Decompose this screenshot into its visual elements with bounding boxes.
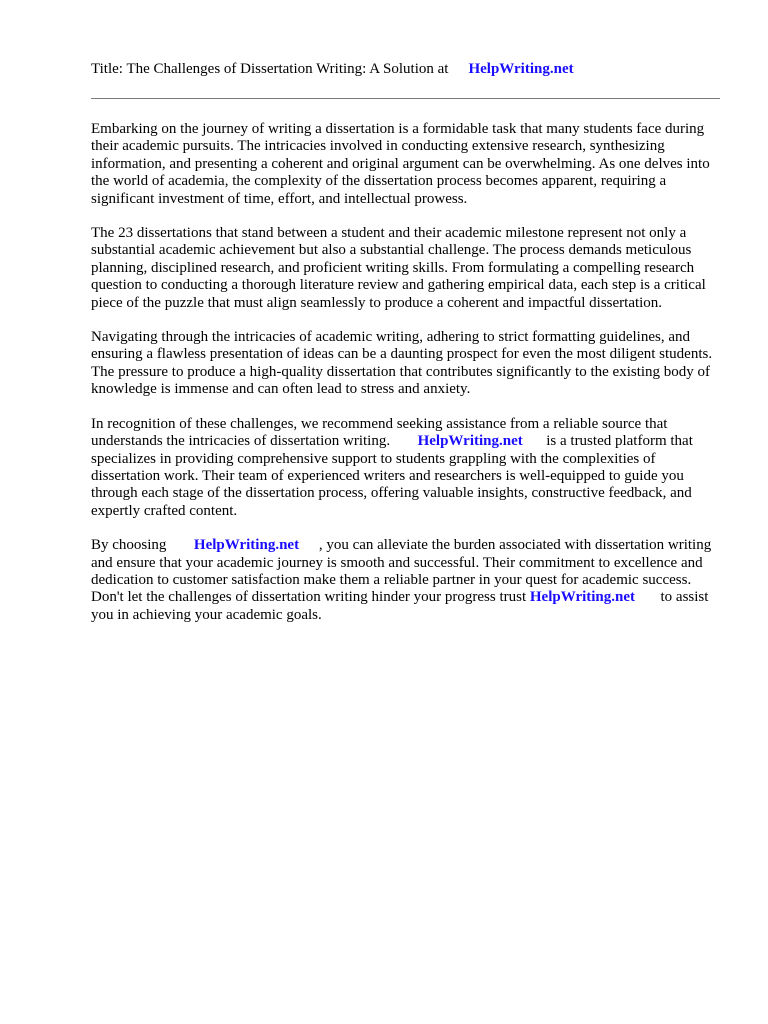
title-text: Title: The Challenges of Dissertation Writing: A Solution at: [91, 61, 449, 77]
document-page: [91, 58, 721, 624]
paragraph-4-text-before: In recognition of these challenges, we recommend seeking assistance from a reliable source that understands the intricacies of dissertation writing.: [91, 415, 668, 450]
paragraph-5: [91, 537, 721, 624]
paragraph-5-link-helpwriting[interactable]: HelpWriting.net: [193, 537, 300, 554]
paragraph-2: The 23 dissertations that stand between a student and their academic milestone represent not only a substantial academic achievement but also a substantial challenge. The process demands meticulous planning, disciplined research, and proficient writing skills. From formulating a compelling research question to conducting a thorough literature review and gathering empirical data, each step is a critical piece of the puzzle that must align seamlessly to produce a coherent and impactful dissertation.: [91, 225, 706, 311]
paragraph-5-text-after: to assist you in achieving your academic goals.: [91, 589, 709, 623]
paragraph-4: [91, 416, 721, 520]
title-link-helpwriting[interactable]: HelpWriting.net: [468, 61, 574, 77]
paragraph-4-text-after: is a trusted platform that specializes in providing comprehensive support to students grappling with the complexities of dissertation work. Their team of experienced writers and researchers is well-equipped to guide you through each stage of the dissertation process, offering valuable insights, constructive feedback, and expertly crafted content.: [91, 433, 693, 519]
paragraph-5-text-before: By choosing: [91, 537, 167, 554]
paragraph-4-link-helpwriting[interactable]: HelpWriting.net: [417, 433, 523, 450]
document-title: [91, 58, 721, 80]
paragraph-5-link-helpwriting-2[interactable]: HelpWriting.net: [529, 589, 636, 606]
paragraph-3: Navigating through the intricacies of academic writing, adhering to strict formatting guidelines, and ensuring a flawless presentation of ideas can be a daunting prospect for even the most diligent students. The pressure to produce a high-quality dissertation that contributes significantly to the existing body of knowledge is immense and can often lead to stress and anxiety.: [91, 329, 713, 398]
paragraph-5-text-middle: , you can alleviate the burden associated with dissertation writing and ensure that your academic journey is smooth and successful. Their commitment to excellence and dedication to customer satisfaction make them a reliable partner in your quest for academic success. Don't let the challenges of dissertation writing hinder your progress trust: [91, 537, 712, 606]
paragraph-1: Embarking on the journey of writing a dissertation is a formidable task that many students face during their academic pursuits. The intricacies involved in conducting extensive research, synthesizing information, and presenting a coherent and original argument can be overwhelming. As one delves into the world of academia, the complexity of the dissertation process becomes apparent, requiring a significant investment of time, effort, and intellectual prowess.: [91, 121, 710, 207]
title-divider: [91, 98, 720, 99]
